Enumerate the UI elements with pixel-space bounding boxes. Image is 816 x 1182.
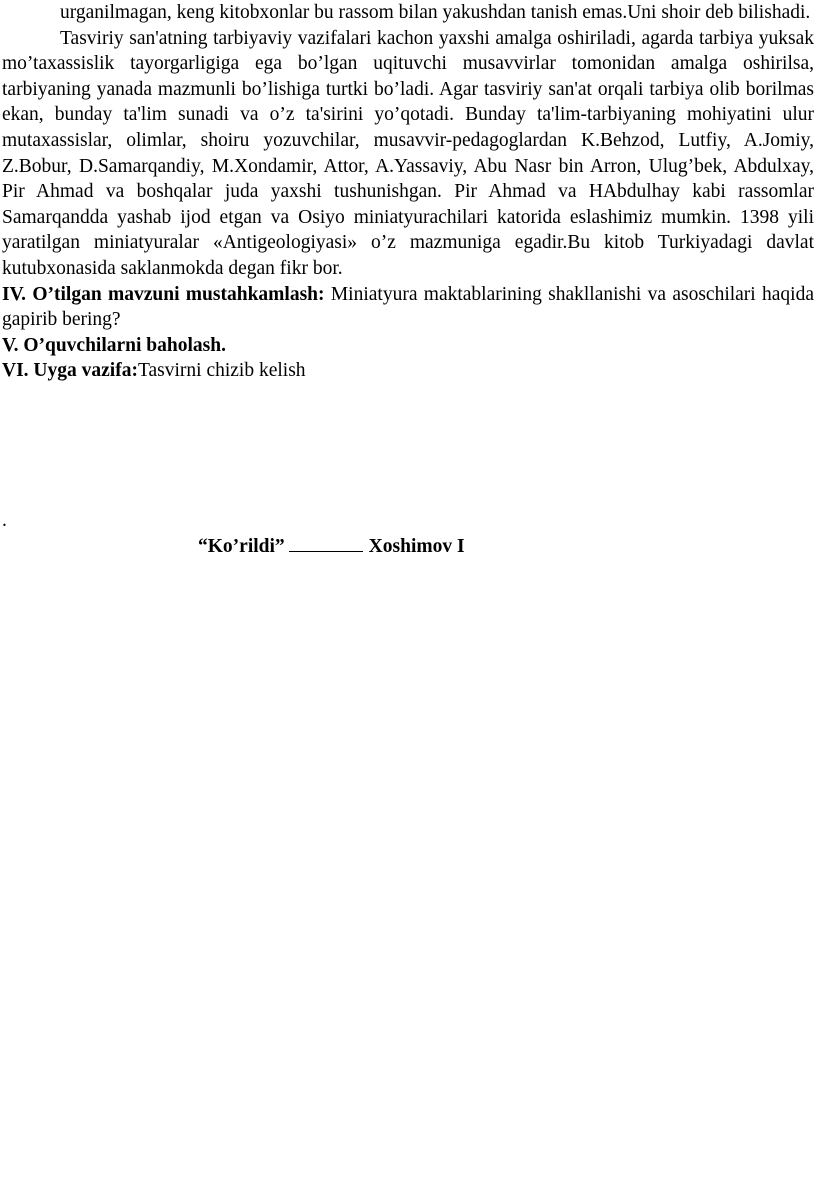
stray-dot: . — [2, 510, 7, 531]
section-4-heading: IV. O’tilgan mavzuni mustahkamlash: — [2, 283, 325, 305]
section-4-text: Miniatyura maktablarining shakllanishi va asoschilari haqida gapirib bering? — [2, 283, 815, 331]
section-6 — [2, 358, 814, 384]
signature-line — [289, 533, 363, 552]
section-4 — [2, 282, 814, 333]
paragraph-main: Tasviriy san'atning tarbiyaviy vazifalari kachon yaxshi amalga oshiriladi, agarda tarbiya yuksak mo’taxassislik tayorgarligiga ega bo’lgan uqituvchi musavvirlar tomonidan amalga oshirilsa, tarbiyaning yanada mazmunli bo’lishiga turtki bo’ladi. Agar tasviriy san'at orqali tarbiya olib borilmas ekan, bunday ta'lim sunadi va o’z ta'sirini yo’qotadi. Bunday ta'lim-tarbiyaning mohiyatini ulur mutaxassislar, olimlar, shoiru yozuvchilar, musavvir-pedagoglardan K.Behzod, Lutfiy, A.Jomiy, Z.Bobur, D.Samarqandiy, M.Xondamir, Attor, A.Yassaviy, Abu Nasr bin Arron, Ulug’bek, Abdulxay, Pir Ahmad va boshqalar juda yaxshi tushunishgan. Pir Ahmad va HAbdulhay kabi rassomlar Samarqandda yashab ijod etgan va Osiyo miniatyurachilari katorida eslashimiz mumkin. 1398 yili yaratilgan miniatyuralar «Antigeologiyasi» o’z mazmuniga egadir.Bu kitob Turkiyadagi davlat kutubxonasida saklanmokda degan fikr bor. — [2, 27, 814, 279]
section-6-heading: VI. Uyga vazifa: — [2, 360, 138, 382]
section-6-text: Tasvirni chizib kelish — [137, 360, 306, 382]
approval-label: “Ko’rildi” — [198, 536, 285, 557]
section-5 — [2, 333, 814, 359]
approval-name: Xoshimov I — [368, 536, 465, 557]
paragraph-continuation: urganilmagan, keng kitobxonlar bu rassom bilan yakushdan tanish emas.Uni shoir deb bilishadi. — [60, 2, 811, 23]
section-5-heading: V. O’quvchilarni baholash. — [2, 334, 226, 356]
document-body — [2, 0, 814, 384]
approval-line — [198, 533, 465, 560]
